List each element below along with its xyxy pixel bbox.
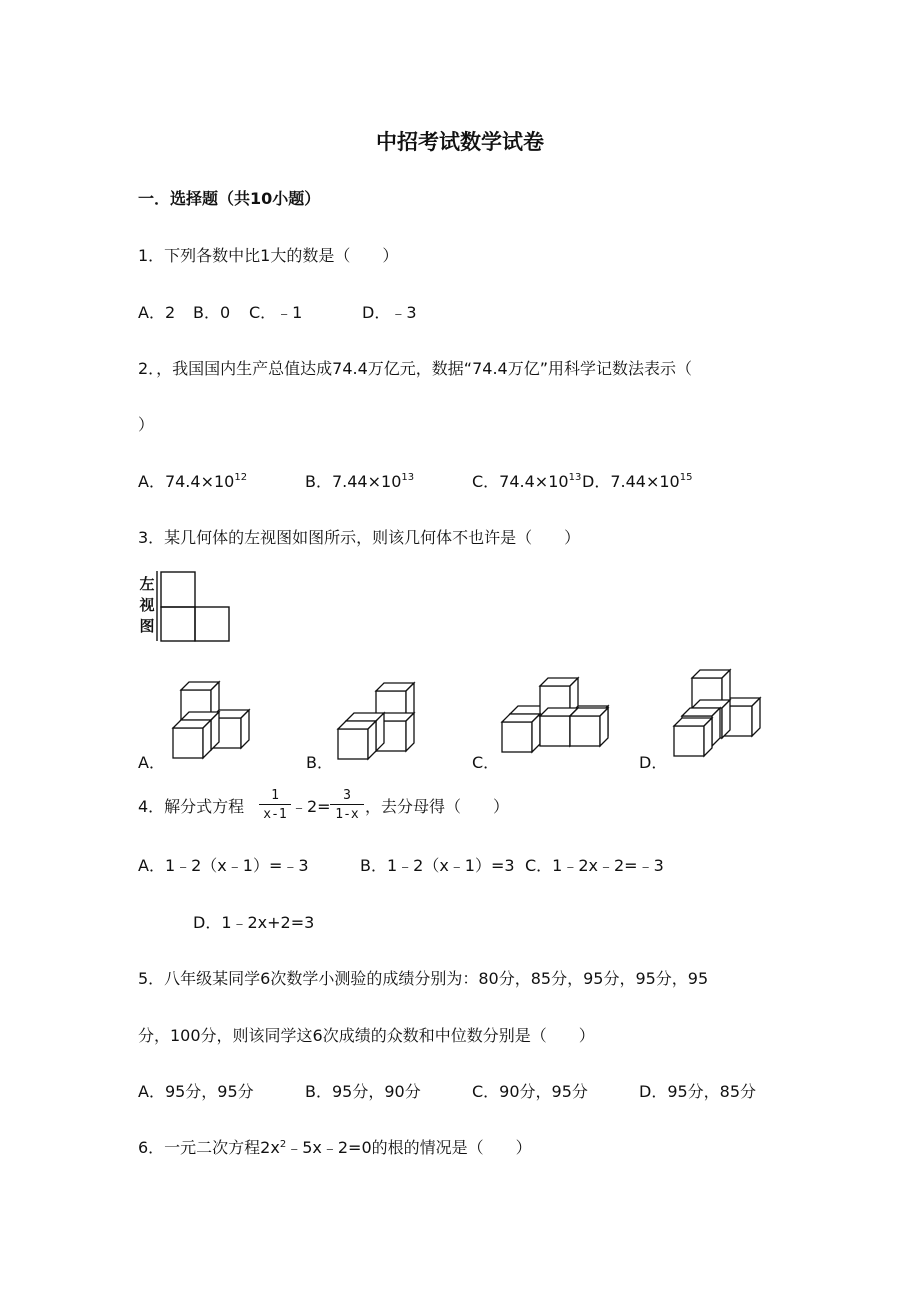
- q5-stem-line2: 分，100分，则该同学这6次成绩的众数和中位数分别是（ ）: [138, 1026, 595, 1045]
- q6-stem: 6．一元二次方程$2x^2﹣5x﹣2=0$的根的情况是（ ）: [138, 1138, 532, 1157]
- figure-b-cubes: [338, 683, 414, 759]
- q4-option-c: C．1﹣2x﹣2=﹣3: [525, 856, 664, 875]
- q4-fraction-1-numerator: 1: [259, 788, 291, 805]
- page-title: 中招考试数学试卷: [376, 130, 544, 154]
- q1-option-b: B．0: [193, 303, 231, 322]
- q5-option-a: A．95分，95分: [138, 1082, 254, 1101]
- q4-stem-suffix: ，去分母得（ ）: [365, 797, 510, 816]
- q1-option-a: A．2: [138, 303, 176, 322]
- q4-fraction-1-denominator: x-1: [263, 807, 287, 822]
- q4-fraction-2: [330, 788, 364, 822]
- q4-fraction-2-denominator: 1-x: [335, 807, 359, 822]
- q4-fraction-1: [259, 788, 291, 822]
- q4-option-d: D．1﹣2x+2=3: [193, 913, 315, 932]
- figure-c-cubes: [502, 678, 608, 752]
- q2-stem-line2: ）: [138, 415, 155, 434]
- q3-option-d-label: D．: [639, 753, 668, 772]
- q5-stem-line1: 5．八年级某同学6次数学小测验的成绩分别为：80分，85分，95分，95分，95: [138, 969, 709, 988]
- q2-option-d: D．$7.44\times 10^{15}$: [582, 472, 693, 491]
- q4-stem-prefix: 4．解分式方程: [138, 797, 245, 816]
- figure-a-cubes: [173, 682, 249, 758]
- q1-option-d: D．﹣3: [362, 303, 417, 322]
- left-view-label-3: 图: [139, 617, 155, 635]
- q4-fraction-2-numerator: 3: [330, 788, 364, 805]
- figure-d-cubes: [674, 670, 760, 756]
- q1-option-c: C．﹣1: [249, 303, 303, 322]
- q1-stem: 1．下列各数中比1大的数是（ ）: [138, 246, 399, 265]
- q5-option-c: C．90分，95分: [472, 1082, 588, 1101]
- q2-option-c: C．$74.4\times 10^{13}$: [472, 472, 582, 491]
- section-heading: 一．选择题（共10小题）: [138, 189, 321, 208]
- q4-mid: ﹣2=: [291, 797, 331, 816]
- left-view-label-1: 左: [139, 575, 155, 593]
- q3-option-a-label: A．: [138, 753, 165, 772]
- left-view-label-2: 视: [139, 596, 155, 614]
- q2-option-a: A．$74.4\times 10^{12}$: [138, 472, 248, 491]
- q4-option-a: A．1﹣2（x﹣1）=﹣3: [138, 856, 309, 875]
- q2-option-b: B．$7.44\times 10^{13}$: [305, 472, 415, 491]
- q3-stem: 3．某几何体的左视图如图所示，则该几何体不也许是（ ）: [138, 528, 581, 547]
- q2-stem-line1: 2．，我国国内生产总值达成74.4万亿元，数据“74.4万亿”用科学记数法表示（: [138, 359, 693, 378]
- q5-option-b: B．95分，90分: [305, 1082, 421, 1101]
- q3-option-c-label: C．: [472, 753, 500, 772]
- q3-option-b-label: B．: [306, 753, 333, 772]
- q5-option-d: D．95分，85分: [639, 1082, 757, 1101]
- q4-option-b: B．1﹣2（x﹣1）=3: [360, 856, 515, 875]
